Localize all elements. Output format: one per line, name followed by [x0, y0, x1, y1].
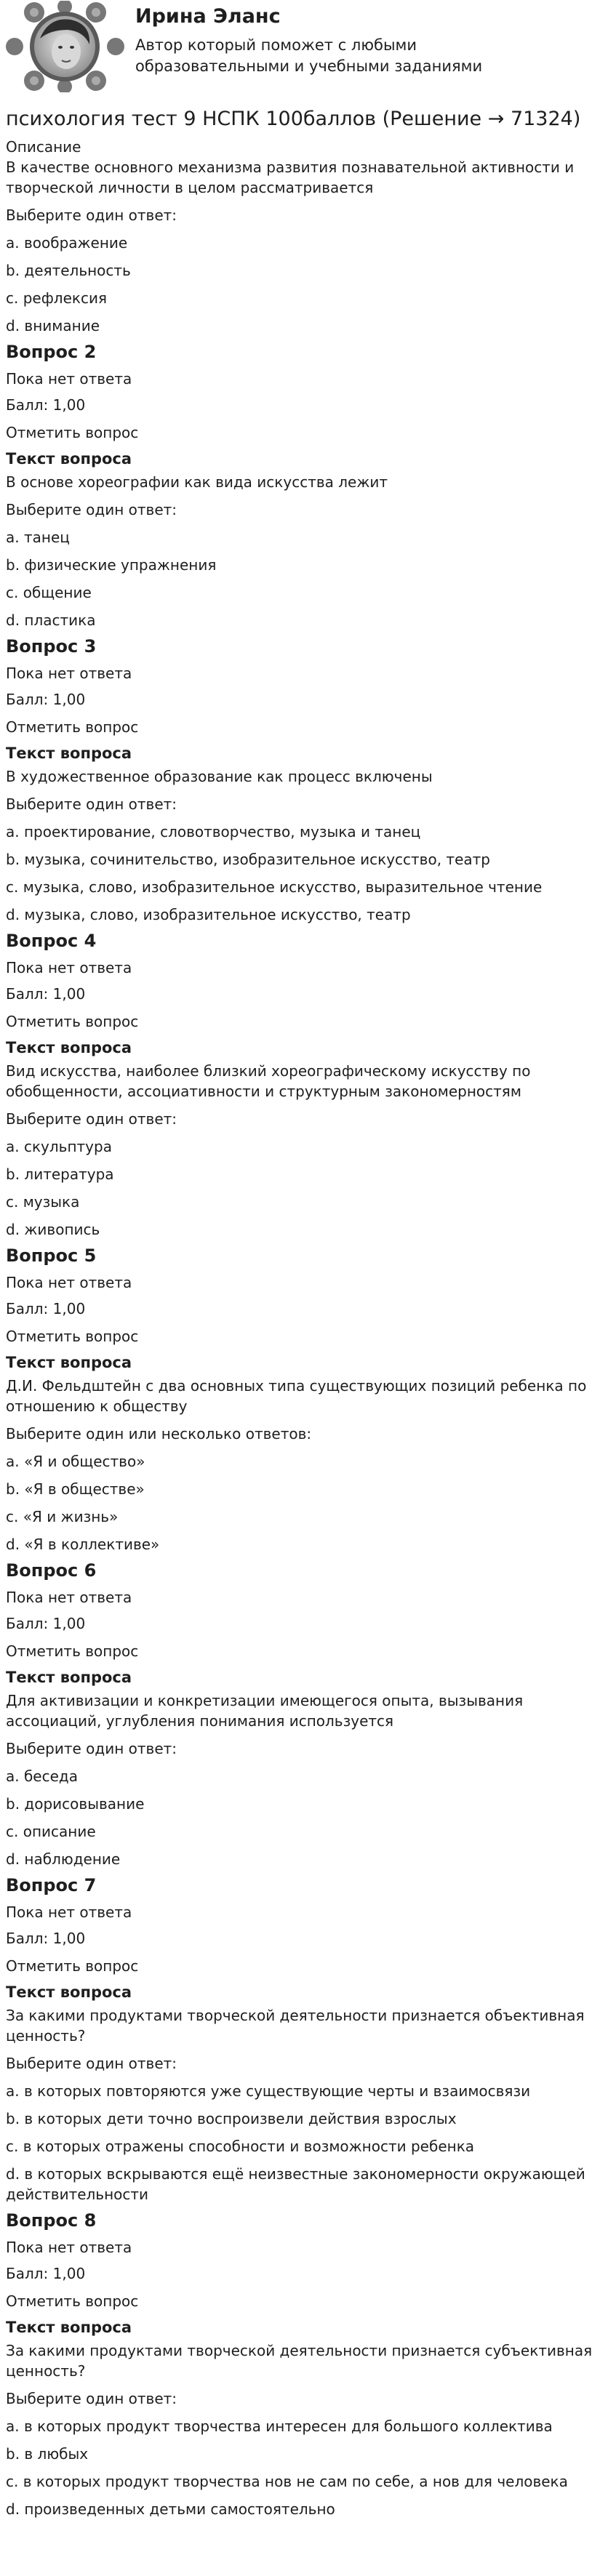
question-score: Балл: 1,00 [6, 691, 86, 708]
question-3 [6, 636, 610, 925]
answer-option[interactable]: d. в которых вскрываются ещё неизвестные закономерности окружающей действительности [6, 2165, 585, 2203]
question-status: Пока нет ответа [6, 1903, 132, 1921]
question-1-prompt: Выберите один ответ: [6, 206, 177, 224]
answer-options [6, 527, 610, 630]
question-text-label: Текст вопроса [6, 2319, 132, 2336]
question-text: За какими продуктами творческой деятельности признается субъективная ценность? [6, 2342, 593, 2380]
answer-prompt: Выберите один или несколько ответов: [6, 1425, 312, 1443]
question-text-label: Текст вопроса [6, 1983, 132, 2001]
question-heading: Вопрос 2 [6, 342, 97, 362]
answer-option[interactable]: b. дорисовывание [6, 1795, 145, 1813]
author-name: Ирина Эланс [135, 5, 281, 28]
question-status: Пока нет ответа [6, 959, 132, 976]
author-header [0, 0, 616, 93]
answer-options [6, 1136, 610, 1240]
answer-option[interactable]: c. общение [6, 584, 92, 601]
answer-option[interactable]: a. «Я и общество» [6, 1453, 145, 1470]
answer-prompt: Выберите один ответ: [6, 2055, 177, 2072]
answer-option[interactable]: a. воображение [6, 234, 128, 252]
answer-option[interactable]: d. наблюдение [6, 1850, 121, 1868]
answer-option[interactable]: a. беседа [6, 1768, 78, 1785]
answer-option[interactable]: c. описание [6, 1823, 96, 1840]
question-text-label: Текст вопроса [6, 450, 132, 468]
answer-options [6, 1766, 610, 1869]
question-8 [6, 2210, 610, 2519]
question-7 [6, 1875, 610, 2204]
answer-options [6, 822, 610, 925]
question-text: Д.И. Фельдштейн с два основных типа существующих позиций ребенка по отношению к обществу [6, 1377, 587, 1415]
answer-prompt: Выберите один ответ: [6, 795, 177, 813]
flag-question-link[interactable]: Отметить вопрос [6, 718, 139, 736]
answer-option[interactable]: d. живопись [6, 1221, 100, 1238]
answer-option[interactable]: a. в которых повторяются уже существующие черты и взаимосвязи [6, 2082, 531, 2100]
flag-question-link[interactable]: Отметить вопрос [6, 1957, 139, 1975]
question-status: Пока нет ответа [6, 1274, 132, 1291]
answer-option[interactable]: a. в которых продукт творчества интересен для большого коллектива [6, 2417, 553, 2435]
question-5 [6, 1245, 610, 1554]
answer-option[interactable]: a. проектирование, словотворчество, музыка и танец [6, 823, 421, 840]
question-text: В художественное образование как процесс включены [6, 768, 433, 785]
answer-option[interactable]: c. музыка [6, 1193, 80, 1211]
answer-prompt: Выберите один ответ: [6, 501, 177, 518]
question-4 [6, 931, 610, 1240]
question-score: Балл: 1,00 [6, 2265, 86, 2282]
question-text-label: Текст вопроса [6, 1354, 132, 1371]
answer-option[interactable]: c. «Я и жизнь» [6, 1508, 119, 1525]
question-heading: Вопрос 6 [6, 1560, 97, 1581]
question-status: Пока нет ответа [6, 2239, 132, 2256]
flag-question-link[interactable]: Отметить вопрос [6, 1013, 139, 1030]
question-score: Балл: 1,00 [6, 985, 86, 1003]
question-6 [6, 1560, 610, 1869]
question-text-label: Текст вопроса [6, 1669, 132, 1686]
answer-option[interactable]: d. «Я в коллективе» [6, 1536, 160, 1553]
question-heading: Вопрос 3 [6, 636, 97, 657]
answer-option[interactable]: d. произведенных детьми самостоятельно [6, 2500, 335, 2518]
answer-option[interactable]: c. рефлексия [6, 289, 108, 307]
answer-option[interactable]: b. деятельность [6, 262, 131, 279]
answer-prompt: Выберите один ответ: [6, 1740, 177, 1757]
answer-option[interactable]: d. музыка, слово, изобразительное искусство, театр [6, 906, 411, 923]
question-1-options [6, 233, 610, 336]
answer-option[interactable]: c. музыка, слово, изобразительное искусство, выразительное чтение [6, 878, 543, 896]
answer-options [6, 2081, 610, 2204]
answer-option[interactable]: b. физические упражнения [6, 556, 217, 574]
question-status: Пока нет ответа [6, 1589, 132, 1606]
question-1-text: В качестве основного механизма развития познавательной активности и творческой личности в целом рассматривается [6, 159, 575, 196]
answer-option[interactable]: b. в которых дети точно воспроизвели действия взрослых [6, 2110, 457, 2127]
question-text-label: Текст вопроса [6, 745, 132, 762]
answer-option[interactable]: a. танец [6, 529, 70, 546]
question-heading: Вопрос 4 [6, 931, 97, 951]
answer-options [6, 2416, 610, 2519]
question-status: Пока нет ответа [6, 370, 132, 388]
question-heading: Вопрос 8 [6, 2210, 97, 2231]
answer-option[interactable]: b. «Я в обществе» [6, 1480, 145, 1498]
answer-option[interactable]: c. в которых продукт творчества нов не сам по себе, а нов для человека [6, 2473, 568, 2490]
answer-prompt: Выберите один ответ: [6, 2390, 177, 2407]
question-score: Балл: 1,00 [6, 396, 86, 414]
question-text: За какими продуктами творческой деятельности признается объективная ценность? [6, 2007, 585, 2045]
answer-option[interactable]: b. музыка, сочинительство, изобразительное искусство, театр [6, 851, 490, 868]
flag-question-link[interactable]: Отметить вопрос [6, 424, 139, 441]
answer-option[interactable]: b. литература [6, 1165, 114, 1183]
answer-option[interactable]: a. скульптура [6, 1138, 112, 1155]
question-status: Пока нет ответа [6, 665, 132, 682]
answer-prompt: Выберите один ответ: [6, 1110, 177, 1128]
question-text: В основе хореографии как вида искусства лежит [6, 473, 388, 491]
author-description: Автор который поможет с любыми образовательными и учебными заданиями [135, 36, 483, 75]
answer-option[interactable]: d. внимание [6, 317, 100, 334]
description-label: Описание [6, 138, 81, 156]
question-heading: Вопрос 5 [6, 1245, 97, 1266]
question-2 [6, 342, 610, 630]
page-title: психология тест 9 НСПК 100баллов (Решение → 71324) [6, 108, 581, 130]
question-text: Для активизации и конкретизации имеющегося опыта, вызывания ассоциаций, углубления понимания используется [6, 1692, 524, 1730]
question-text-label: Текст вопроса [6, 1039, 132, 1056]
author-avatar [5, 1, 125, 92]
question-text: Вид искусства, наиболее близкий хореографическому искусству по обобщенности, ассоциативности и структурным закономерностям [6, 1062, 531, 1100]
flag-question-link[interactable]: Отметить вопрос [6, 1328, 139, 1345]
test-content [0, 93, 616, 2519]
question-score: Балл: 1,00 [6, 1300, 86, 1317]
answer-option[interactable]: b. в любых [6, 2445, 89, 2463]
flag-question-link[interactable]: Отметить вопрос [6, 1642, 139, 1660]
question-score: Балл: 1,00 [6, 1930, 86, 1947]
answer-option[interactable]: c. в которых отражены способности и возможности ребенка [6, 2138, 475, 2155]
answer-options [6, 1451, 610, 1554]
answer-option[interactable]: d. пластика [6, 611, 96, 629]
question-score: Балл: 1,00 [6, 1615, 86, 1632]
flag-question-link[interactable]: Отметить вопрос [6, 2292, 139, 2310]
question-heading: Вопрос 7 [6, 1875, 97, 1895]
